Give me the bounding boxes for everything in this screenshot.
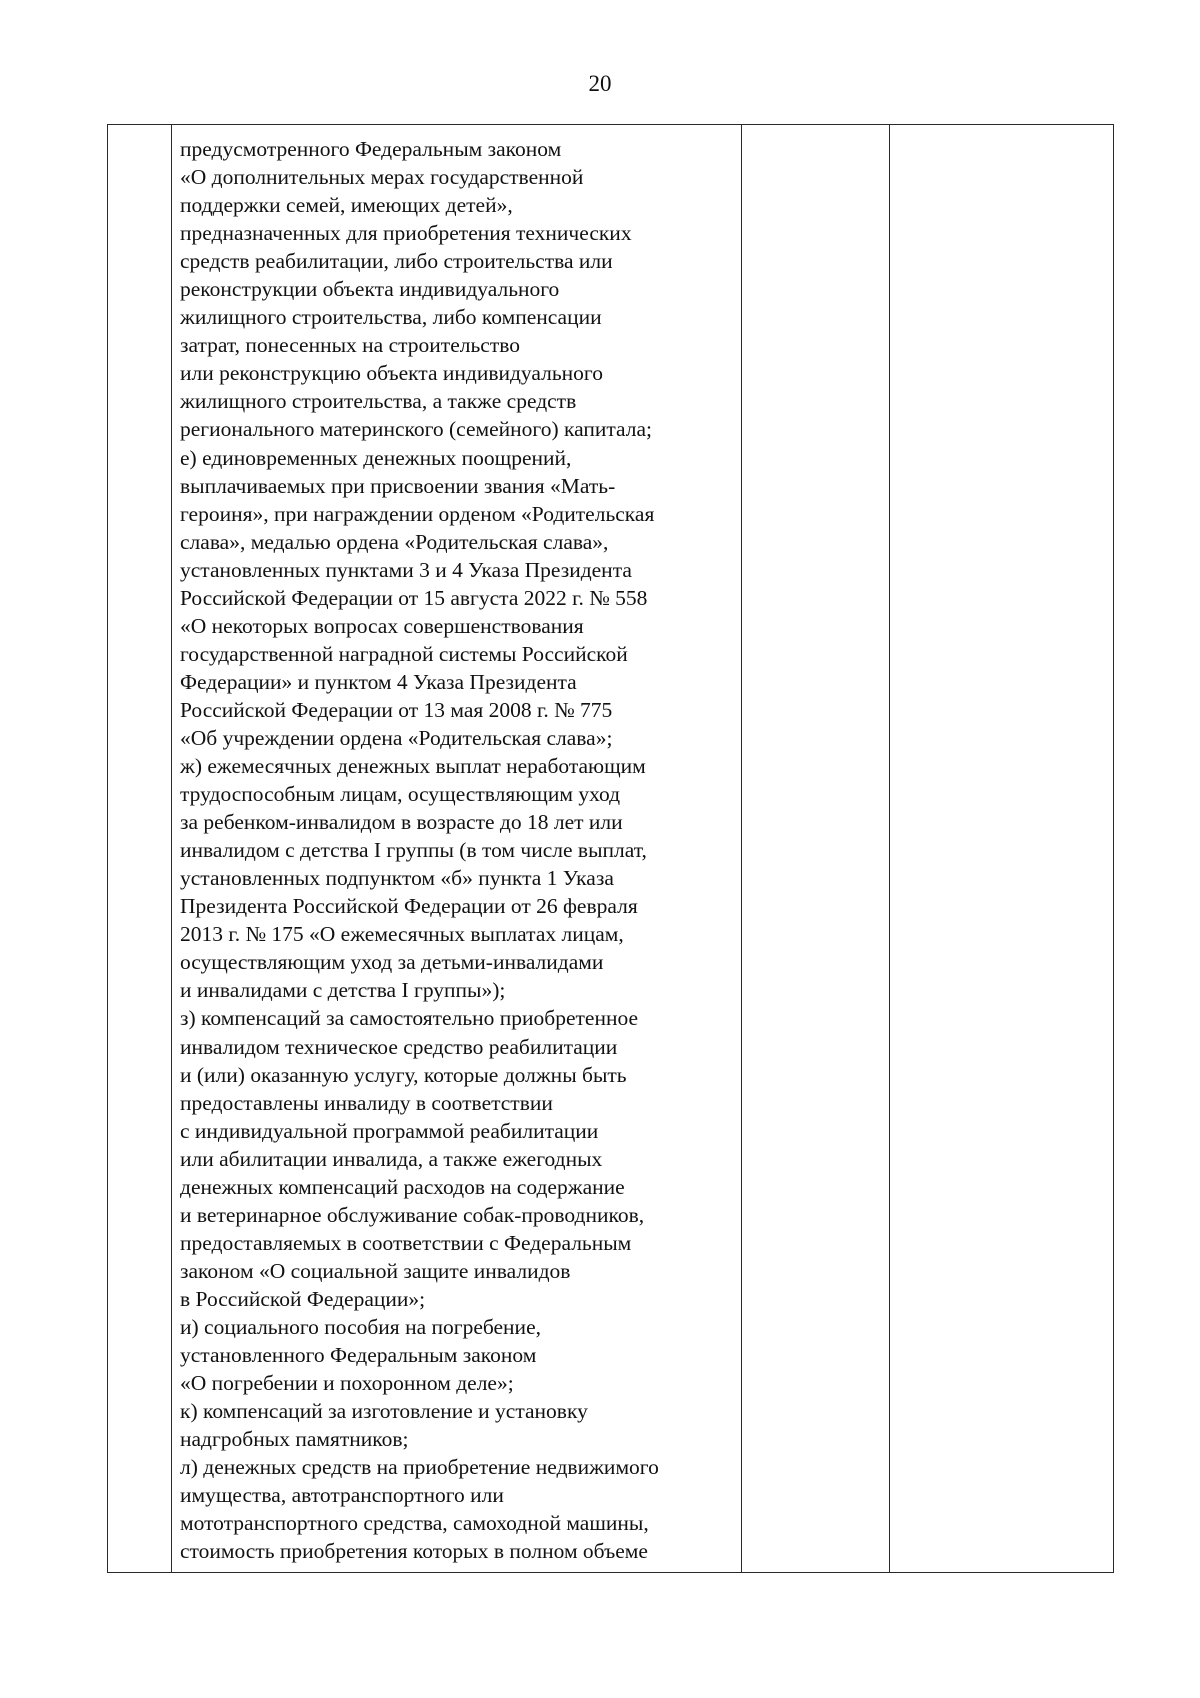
text-line: мототранспортного средства, самоходной машины, — [180, 1511, 649, 1536]
text-line: поддержки семей, имеющих детей», — [180, 193, 513, 218]
empty-cell — [742, 125, 890, 1573]
text-line: стоимость приобретения которых в полном объеме — [180, 1539, 648, 1564]
number-cell — [108, 125, 172, 1573]
text-line: л) денежных средств на приобретение недвижимого — [180, 1455, 659, 1480]
text-line: к) компенсаций за изготовление и установку — [180, 1399, 588, 1424]
text-line: Президента Российской Федерации от 26 февраля — [180, 894, 638, 919]
text-line: и) социального пособия на погребение, — [180, 1314, 541, 1339]
text-line: законом «О социальной защите инвалидов — [180, 1258, 571, 1283]
text-line: с индивидуальной программой реабилитации — [180, 1118, 599, 1143]
text-line: е) единовременных денежных поощрений, — [180, 445, 572, 470]
text-line: ж) ежемесячных денежных выплат неработающим — [180, 754, 646, 779]
table-row — [108, 125, 1114, 1573]
text-line: предоставлены инвалиду в соответствии — [180, 1090, 553, 1115]
text-line: осуществляющим уход за детьми-инвалидами — [180, 950, 604, 975]
text-line: «О дополнительных мерах государственной — [180, 165, 584, 190]
text-line: имущества, автотранспортного или — [180, 1483, 504, 1508]
text-line: слава», медалью ордена «Родительская слава», — [180, 529, 609, 554]
text-line: за ребенком-инвалидом в возрасте до 18 лет или — [180, 810, 623, 835]
text-line: в Российской Федерации»; — [180, 1286, 426, 1311]
text-line: и (или) оказанную услугу, которые должны быть — [180, 1062, 627, 1087]
text-line: установленного Федеральным законом — [180, 1343, 537, 1368]
content-table — [107, 124, 1114, 1573]
text-line: выплачиваемых при присвоении звания «Мать- — [180, 473, 616, 498]
text-line: инвалидом с детства I группы (в том числе выплат, — [180, 838, 647, 863]
text-line: Российской Федерации от 13 мая 2008 г. № 775 — [180, 697, 613, 722]
text-line: установленных подпунктом «б» пункта 1 Указа — [180, 866, 614, 891]
text-line: и ветеринарное обслуживание собак-проводников, — [180, 1202, 645, 1227]
text-line: реконструкции объекта индивидуального — [180, 277, 560, 302]
text-line: государственной наградной системы Российской — [180, 641, 628, 666]
text-line: предусмотренного Федеральным законом — [180, 137, 562, 161]
text-line: жилищного строительства, либо компенсации — [180, 305, 602, 330]
text-line: затрат, понесенных на строительство — [180, 333, 520, 358]
text-line: трудоспособным лицам, осуществляющим уход — [180, 782, 621, 807]
text-line: Российской Федерации от 15 августа 2022 г. № 558 — [180, 585, 648, 610]
text-line: Федерации» и пунктом 4 Указа Президента — [180, 669, 577, 694]
text-line: жилищного строительства, а также средств — [180, 389, 577, 414]
text-line: регионального материнского (семейного) капитала; — [180, 417, 653, 442]
text-line: средств реабилитации, либо строительства или — [180, 249, 613, 274]
text-line: «О некоторых вопросах совершенствования — [180, 613, 584, 638]
text-line: «Об учреждении ордена «Родительская слава»; — [180, 725, 613, 750]
text-line: героиня», при награждении орденом «Родительская — [180, 501, 655, 526]
text-line: установленных пунктами 3 и 4 Указа Президента — [180, 557, 632, 582]
text-line: или реконструкцию объекта индивидуального — [180, 361, 603, 386]
text-line: инвалидом техническое средство реабилитации — [180, 1034, 618, 1059]
text-line: з) компенсаций за самостоятельно приобретенное — [180, 1006, 639, 1031]
text-line: предоставляемых в соответствии с Федеральным — [180, 1230, 632, 1255]
text-cell — [172, 125, 742, 1573]
text-line: предназначенных для приобретения технических — [180, 221, 632, 246]
text-line: надгробных памятников; — [180, 1427, 409, 1452]
empty-cell — [890, 125, 1114, 1573]
text-line: или абилитации инвалида, а также ежегодных — [180, 1146, 603, 1171]
text-line: денежных компенсаций расходов на содержание — [180, 1174, 625, 1199]
text-line: «О погребении и похоронном деле»; — [180, 1371, 514, 1396]
text-line: 2013 г. № 175 «О ежемесячных выплатах лицам, — [180, 922, 624, 947]
page-number: 20 — [588, 71, 612, 96]
text-line: и инвалидами с детства I группы»); — [180, 978, 506, 1003]
